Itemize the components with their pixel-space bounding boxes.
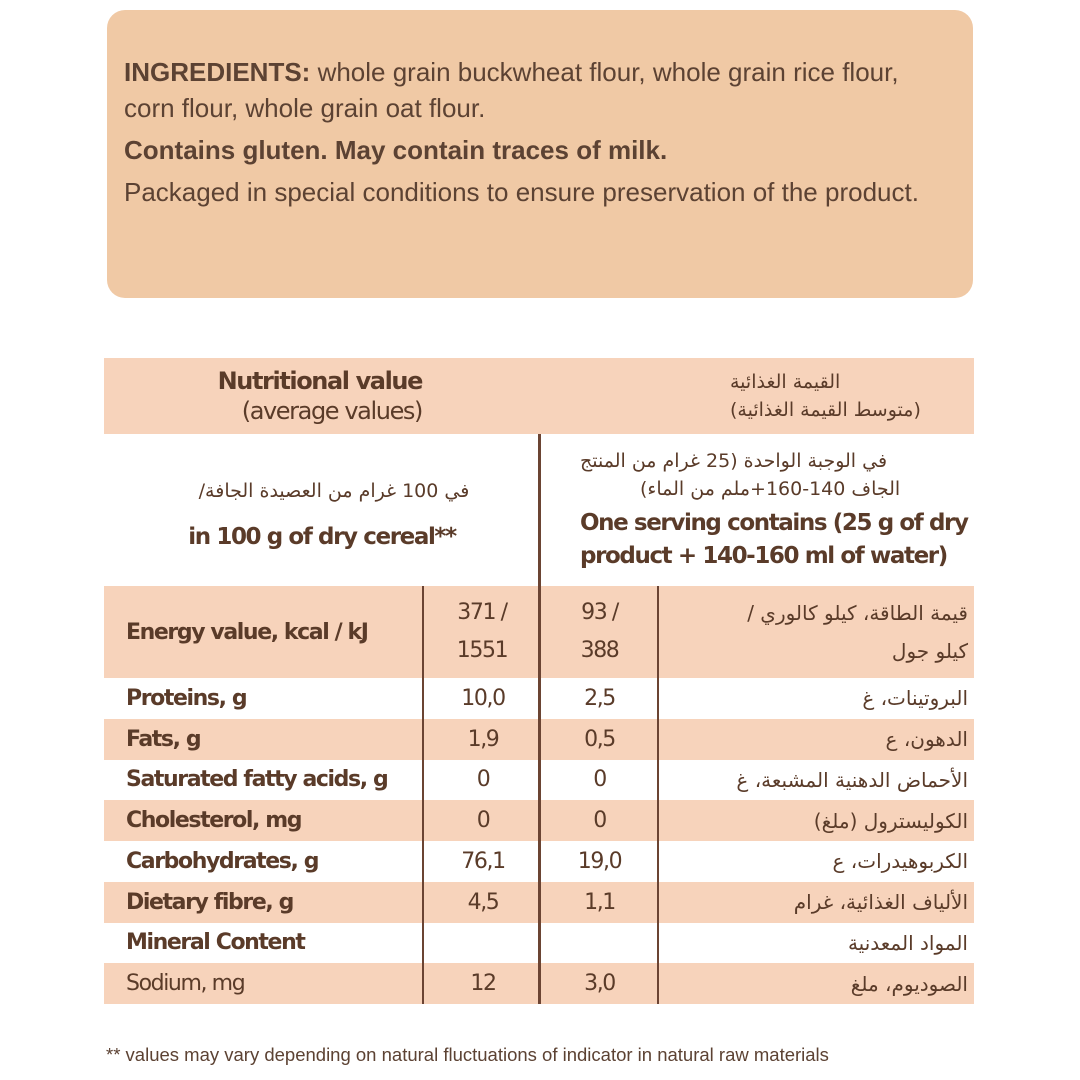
col-per100-en: in 100 g of dry cereal**	[188, 524, 456, 550]
packaging-note: Packaged in special conditions to ensure preservation of the product.	[124, 177, 919, 207]
energy-label-ar-2: كيلو جول	[891, 639, 968, 663]
nutrient-per100: 76,1	[461, 848, 505, 874]
center-divider	[538, 434, 541, 1004]
nutrient-per100: 1,9	[467, 726, 499, 752]
nutrient-serving: 19,0	[577, 848, 622, 874]
nutrient-label: Fats, g	[126, 726, 201, 752]
header-en-title: Nutritional value	[217, 367, 422, 395]
nutrient-label-ar: الصوديوم، ملغ	[850, 971, 968, 996]
header-ar-title: القيمة الغذائية	[730, 371, 841, 393]
energy-serving-kcal: 93 /	[581, 600, 618, 625]
right-divider	[657, 586, 659, 1004]
nutrient-label-ar: المواد المعدنية	[847, 930, 968, 955]
nutrient-serving: 1,1	[584, 889, 615, 915]
nutrient-label: Saturated fatty acids, g	[126, 767, 388, 793]
header-en-subtitle: (average values)	[241, 397, 422, 425]
ingredients-list: whole grain buckwheat flour, whole grain rice flour, corn flour, whole grain oat flour.	[124, 57, 899, 123]
nutrient-per100: 0	[476, 808, 490, 834]
ingredients-heading: INGREDIENTS:	[124, 57, 311, 87]
nutrient-label-ar: الكربوهيدرات، ع	[832, 849, 968, 874]
col-serving-ar-2: الجاف 140-160+ملم من الماء)	[640, 478, 901, 500]
energy-per100-kj: 1551	[456, 638, 508, 663]
energy-per100-kcal: 371 /	[457, 600, 507, 625]
nutrient-label-ar: الكوليسترول (ملغ)	[813, 808, 968, 833]
nutrient-serving: 2,5	[584, 685, 615, 711]
nutrient-label-ar: الدهون، ع	[885, 727, 968, 752]
nutrient-serving: 0	[593, 808, 606, 834]
nutrient-serving: 0,5	[584, 726, 615, 752]
nutrient-label: Cholesterol, mg	[126, 808, 302, 834]
nutrition-table	[104, 358, 974, 1004]
header-ar-subtitle: (متوسط القيمة الغذائية)	[730, 399, 921, 421]
ingredients-text	[124, 54, 955, 126]
nutrient-label-ar: الألياف الغذائية، غرام	[793, 890, 968, 915]
ingredients-panel	[107, 10, 973, 298]
nutrient-per100: 10,0	[461, 685, 505, 711]
col-per100-ar: في 100 غرام من العصيدة الجافة/	[198, 480, 470, 502]
nutrient-label: Dietary fibre, g	[126, 889, 293, 915]
nutrient-label-ar: البروتينات، غ	[862, 686, 968, 711]
nutrient-per100: 0	[476, 767, 490, 793]
nutrient-serving: 3,0	[584, 971, 615, 997]
energy-label-ar-1: قيمة الطاقة، كيلو كالوري /	[747, 601, 968, 625]
energy-serving-kj: 388	[580, 638, 619, 663]
left-divider	[422, 586, 424, 1004]
nutrient-serving: 0	[593, 767, 606, 793]
col-serving-ar-1: في الوجبة الواحدة (25 غرام من المنتج	[580, 450, 888, 472]
nutrient-label: Carbohydrates, g	[126, 848, 319, 874]
nutrient-label-ar: الأحماض الدهنية المشبعة، غ	[736, 767, 968, 792]
nutrient-per100: 12	[470, 971, 496, 997]
nutrient-label: Mineral Content	[126, 930, 305, 956]
nutrient-label: Proteins, g	[126, 685, 247, 711]
table-header-row	[104, 358, 974, 434]
col-serving-en-1: One serving contains (25 g of dry	[580, 510, 968, 536]
nutrient-label: Sodium, mg	[126, 971, 245, 997]
allergen-warning: Contains gluten. May contain traces of milk.	[124, 135, 668, 165]
col-serving-en-2: product + 140-160 ml of water)	[580, 543, 947, 569]
footnote: ** values may vary depending on natural fluctuations of indicator in natural raw materials	[106, 1044, 829, 1065]
energy-label: Energy value, kcal / kJ	[126, 619, 368, 645]
nutrient-per100: 4,5	[467, 889, 499, 915]
